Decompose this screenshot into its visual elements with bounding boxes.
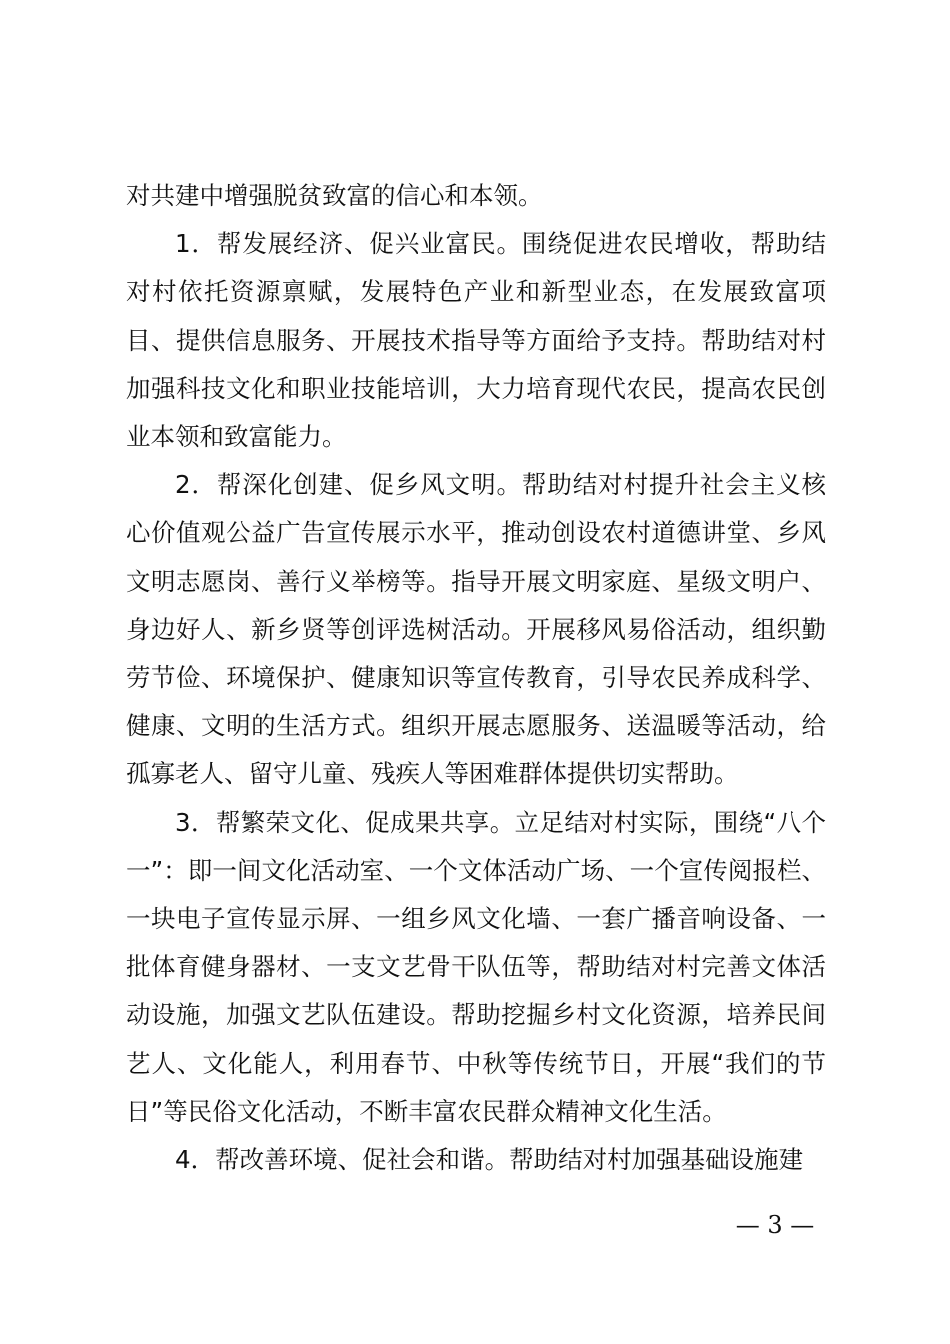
- paragraph-item-1: 1．帮发展经济、促兴业富民。围绕促进农民增收，帮助结对村依托资源禀赋，发展特色产业和新型业态，在发展致富项目、提供信息服务、开展技术指导等方面给予支持。帮助结对村加强科技文化和职业技能培训，大力培育现代农民，提高农民创业本领和致富能力。: [126, 229, 826, 452]
- document-body: [126, 172, 826, 1184]
- paragraph-item-4: 4．帮改善环境、促社会和谐。帮助结对村加强基础设施建: [175, 1145, 804, 1175]
- paragraph-item-3: 3．帮繁荣文化、促成果共享。立足结对村实际，围绕“八个一”：即一间文化活动室、一个文体活动广场、一个宣传阅报栏、一块电子宣传显示屏、一组乡风文化墙、一套广播音响设备、一批体育健身器材、一支文艺骨干队伍等，帮助结对村完善文体活动设施，加强文艺队伍建设。帮助挖掘乡村文化资源，培养民间艺人、文化能人，利用春节、中秋等传统节日，开展“我们的节日”等民俗文化活动，不断丰富农民群众精神文化生活。: [126, 807, 826, 1126]
- page-number: — 3 —: [735, 1211, 815, 1239]
- paragraph-continuation: 对共建中增强脱贫致富的信心和本领。: [126, 181, 543, 210]
- paragraph-item-2: 2．帮深化创建、促乡风文明。帮助结对村提升社会主义核心价值观公益广告宣传展示水平，推动创设农村道德讲堂、乡风文明志愿岗、善行义举榜等。指导开展文明家庭、星级文明户、身边好人、新乡贤等创评选树活动。开展移风易俗活动，组织勤劳节俭、环境保护、健康知识等宣传教育，引导农民养成科学、健康、文明的生活方式。组织开展志愿服务、送温暖等活动，给孤寡老人、留守儿童、残疾人等困难群体提供切实帮助。: [126, 470, 826, 789]
